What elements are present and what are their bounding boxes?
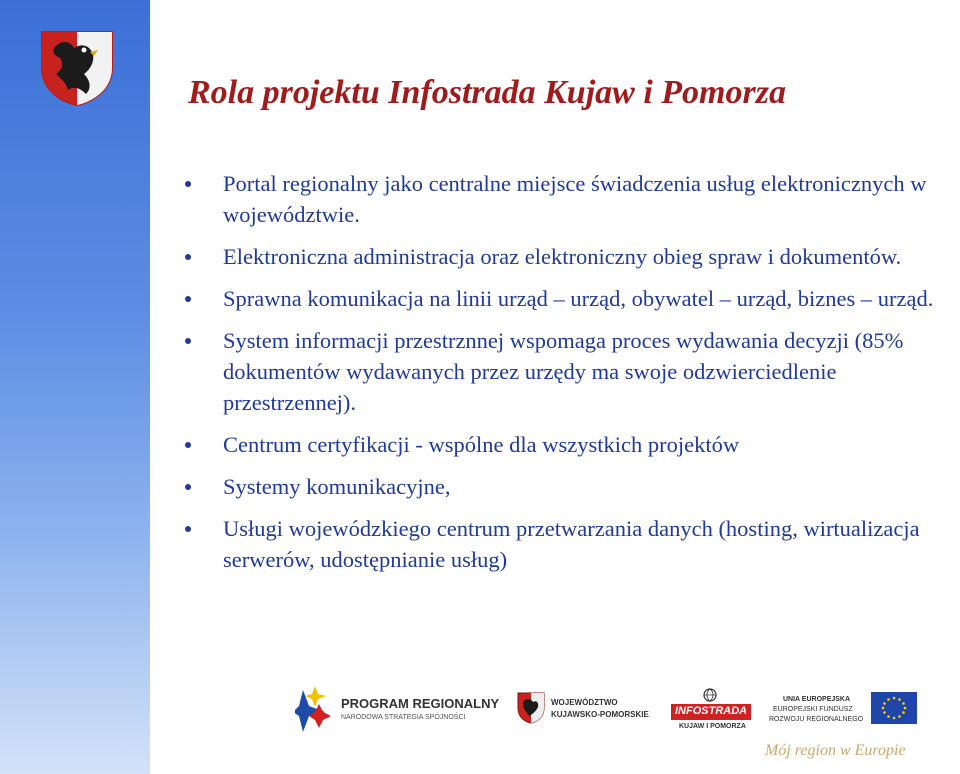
list-item: Centrum certyfikacji - wspólne dla wszystkich projektów	[185, 429, 955, 460]
bullet-dot-icon	[185, 442, 191, 448]
eu-line1: UNIA EUROPEJSKA	[783, 696, 851, 703]
list-item: Portal regionalny jako centralne miejsce świadczenia usług elektronicznych w województwie.	[185, 168, 955, 230]
wojewodztwo-crest-icon	[517, 692, 545, 724]
page-title: Rola projektu Infostrada Kujaw i Pomorza	[188, 74, 786, 111]
eu-line2: EUROPEJSKI FUNDUSZ	[773, 706, 853, 713]
list-item: Sprawna komunikacja na linii urząd – urząd, obywatel – urząd, biznes – urząd.	[185, 283, 955, 314]
bullet-dot-icon	[185, 484, 191, 490]
infostrada-title: INFOSTRADA	[675, 705, 748, 717]
eu-line3: ROZWOJU REGIONALNEGO	[769, 716, 864, 723]
list-item: Usługi wojewódzkiego centrum przetwarzania danych (hosting, wirtualizacja serwerów, udostępnianie usług)	[185, 513, 955, 575]
infostrada-subtitle: KUJAW I POMORZA	[679, 723, 746, 730]
program-regionalny-logo-icon	[295, 682, 333, 734]
bullet-dot-icon	[185, 181, 191, 187]
program-regionalny-title: PROGRAM REGIONALNY	[341, 696, 500, 711]
side-band	[0, 0, 150, 774]
logo-strip	[285, 678, 955, 774]
list-item: Systemy komunikacyjne,	[185, 471, 955, 502]
infostrada-globe-icon	[703, 688, 717, 702]
program-regionalny-subtitle: NARODOWA STRATEGIA SPÓJNOŚCI	[341, 714, 466, 721]
bullet-dot-icon	[185, 338, 191, 344]
list-item: System informacji przestrznnej wspomaga proces wydawania decyzji (85% dokumentów wydawanych przez urzędy ma swoje odzwierciedlenie przestrzennej).	[185, 325, 955, 418]
bullet-dot-icon	[185, 526, 191, 532]
bullet-dot-icon	[185, 296, 191, 302]
bullet-dot-icon	[185, 254, 191, 260]
slogan: Mój region w Europie	[765, 742, 906, 759]
bullet-list	[185, 168, 955, 586]
list-item: Elektroniczna administracja oraz elektroniczny obieg spraw i dokumentów.	[185, 241, 955, 272]
wojewodztwo-line1: WOJEWÓDZTWO	[551, 698, 618, 707]
crest-icon	[40, 30, 114, 106]
wojewodztwo-line2: KUJAWSKO-POMORSKIE	[551, 710, 649, 719]
eu-flag-icon	[871, 692, 917, 724]
